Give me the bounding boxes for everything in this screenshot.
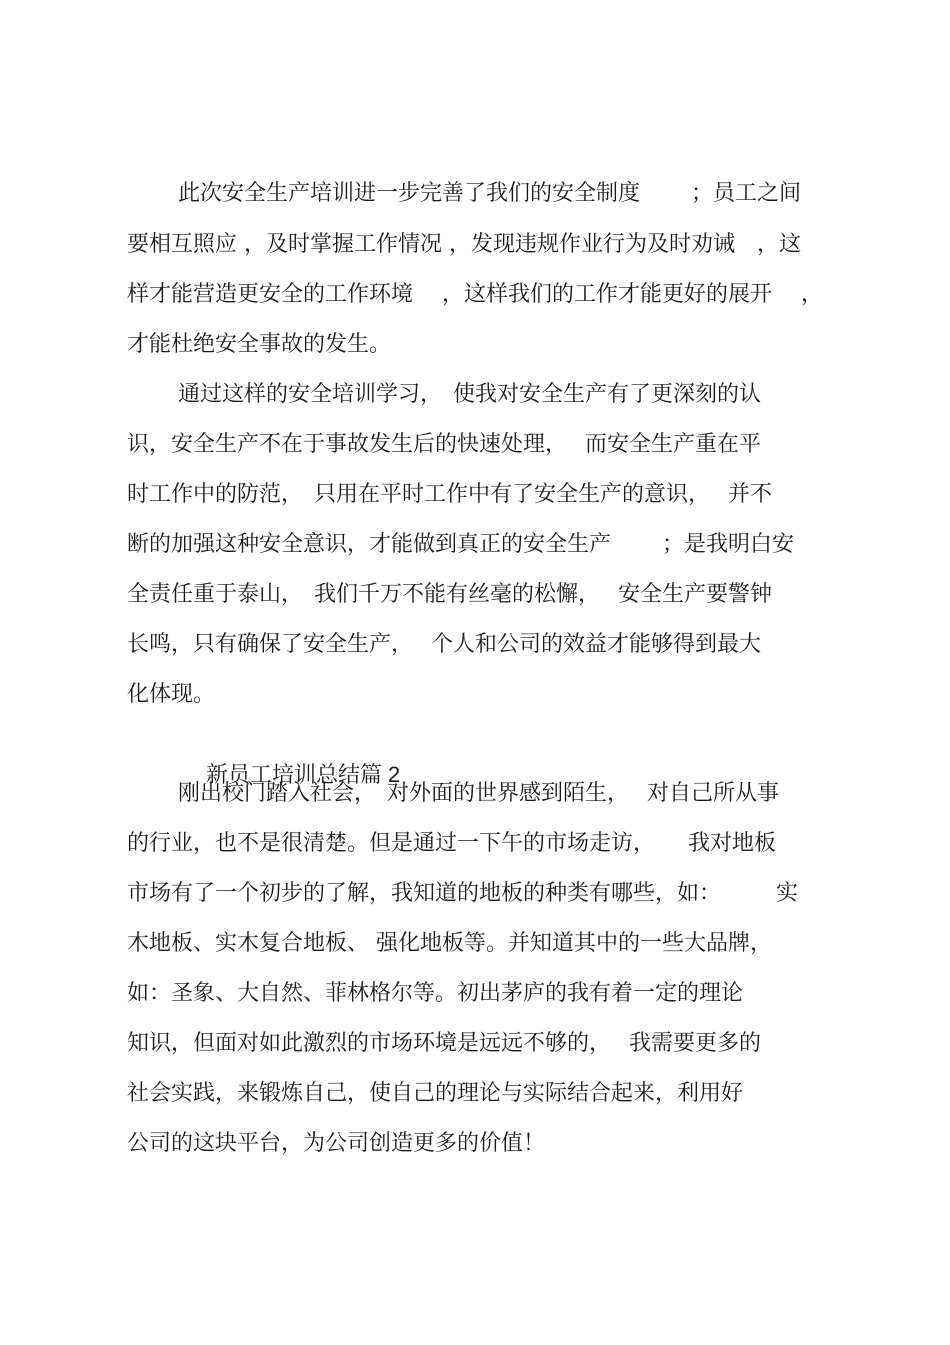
paragraph-3-line-3: 市场有了一个初步的了解，我知道的地板的种类有哪些，如： 实 [127, 881, 799, 906]
paragraph-2-line-6: 长鸣，只有确保了安全生产， 个人和公司的效益才能够得到最大 [127, 632, 761, 657]
paragraph-1-line-2: 要相互照应 ，及时掌握工作情况 ，发现违规作业行为及时劝诫 ，这 [127, 232, 801, 257]
paragraph-3-line-5: 如：圣象、大自然、菲林格尔等。初出茅庐的我有着一定的理论 [127, 981, 744, 1006]
paragraph-1-line-3: 样才能营造更安全的工作环境 ，这样我们的工作才能更好的展开 ， [127, 282, 823, 307]
paragraph-2-line-3: 时工作中的防范， 只用在平时工作中有了安全生产的意识， 并不 [127, 482, 772, 507]
paragraph-1-line-4: 才能杜绝安全事故的发生。 [127, 332, 392, 357]
paragraph-2-line-7: 化体现。 [127, 682, 216, 707]
paragraph-3-line-6: 知识，但面对如此激烈的市场环境是远远不够的， 我需要更多的 [127, 1031, 761, 1056]
section-heading-title: 新员工培训总结篇 [205, 763, 382, 788]
paragraph-3-line-8: 公司的这块平台，为公司创造更多的价值！ [127, 1131, 546, 1156]
paragraph-1-line-1: 此次安全生产培训进一步完善了我们的安全制度 ；员工之间 [178, 181, 801, 206]
paragraph-2-line-4: 断的加强这种安全意识，才能做到真正的安全生产 ；是我明白安 [127, 532, 794, 557]
paragraph-2-line-1: 通过这样的安全培训学习， 使我对安全生产有了更深刻的认 [178, 382, 762, 407]
section-heading-number: 2 [388, 762, 401, 787]
paragraph-2-line-5: 全责任重于泰山， 我们千万不能有丝毫的松懈， 安全生产要警钟 [127, 582, 772, 607]
paragraph-3-line-7: 社会实践，来锻炼自己，使自己的理论与实际结合起来，利用好 [127, 1081, 744, 1106]
paragraph-2-line-2: 识，安全生产不在于事故发生后的快速处理， 而安全生产重在平 [127, 432, 761, 457]
paragraph-3-line-2: 的行业，也不是很清楚。但是通过一下午的市场走访， 我对地板 [127, 831, 777, 856]
section-heading [178, 730, 401, 788]
paragraph-3-line-1: 刚出校门踏入社会， 对外面的世界感到陌生， 对自己所从事 [178, 781, 779, 806]
paragraph-3-line-4: 木地板、实木复合地板、 强化地板等。并知道其中的一些大品牌， [127, 931, 772, 956]
